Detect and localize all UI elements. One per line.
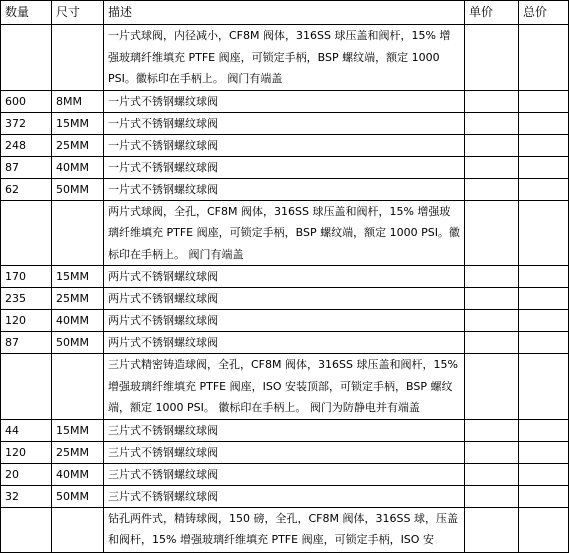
header-unit-price: 单价	[465, 1, 519, 25]
unit-price-cell	[465, 310, 519, 332]
unit-price-cell	[465, 200, 519, 266]
qty-cell	[1, 507, 52, 552]
unit-price-cell	[465, 90, 519, 112]
unit-price-cell	[465, 288, 519, 310]
table-row	[1, 463, 569, 485]
qty-cell: 32	[1, 485, 52, 507]
table-row	[1, 266, 569, 288]
qty-cell: 372	[1, 112, 52, 134]
unit-price-cell	[465, 332, 519, 354]
table-row	[1, 507, 569, 552]
unit-price-cell	[465, 419, 519, 441]
description-cell: 两片式球阀，全孔，CF8M 阀体，316SS 球压盖和阀杆，15% 增强玻璃纤维填充 PTFE 阀座，可锁定手柄，BSP 螺纹端，额定 1000 PSI。徽标印在手柄上。 阀门有端盖	[104, 200, 465, 266]
header-size: 尺寸	[52, 1, 104, 25]
size-cell: 50MM	[52, 332, 104, 354]
table-row	[1, 134, 569, 156]
table-row	[1, 90, 569, 112]
header-qty: 数量	[1, 1, 52, 25]
table-body	[1, 25, 569, 553]
total-cell	[519, 25, 569, 91]
table-row	[1, 112, 569, 134]
qty-cell: 170	[1, 266, 52, 288]
qty-cell: 600	[1, 90, 52, 112]
table-row	[1, 419, 569, 441]
total-cell	[519, 485, 569, 507]
description-cell: 三片式精密铸造球阀，全孔，CF8M 阀体，316SS 球压盖和阀杆，15% 增强玻璃纤维填充 PTFE 阀座，ISO 安装顶部，可锁定手柄，BSP 螺纹端，额定 1000 PSI。 徽标印在手柄上。 阀门为防静电并有端盖	[104, 354, 465, 420]
total-cell	[519, 112, 569, 134]
total-cell	[519, 90, 569, 112]
qty-cell	[1, 200, 52, 266]
description-cell: 三片式不锈钢螺纹球阀	[104, 485, 465, 507]
size-cell	[52, 200, 104, 266]
header-total: 总价	[519, 1, 569, 25]
description-cell: 三片式不锈钢螺纹球阀	[104, 463, 465, 485]
size-cell: 8MM	[52, 90, 104, 112]
description-cell: 一片式不锈钢螺纹球阀	[104, 90, 465, 112]
size-cell	[52, 25, 104, 91]
description-cell: 两片式不锈钢螺纹球阀	[104, 310, 465, 332]
table-row	[1, 288, 569, 310]
size-cell: 25MM	[52, 288, 104, 310]
description-cell: 一片式不锈钢螺纹球阀	[104, 134, 465, 156]
size-cell: 50MM	[52, 485, 104, 507]
table-row	[1, 310, 569, 332]
size-cell: 40MM	[52, 463, 104, 485]
unit-price-cell	[465, 507, 519, 552]
table-row	[1, 25, 569, 91]
unit-price-cell	[465, 266, 519, 288]
qty-cell: 20	[1, 463, 52, 485]
total-cell	[519, 507, 569, 552]
size-cell: 15MM	[52, 112, 104, 134]
total-cell	[519, 134, 569, 156]
size-cell: 15MM	[52, 266, 104, 288]
description-cell: 钻孔两件式，精铸球阀，150 磅，全孔，CF8M 阀体，316SS 球，压盖和阀杆，15% 增强玻璃纤维填充 PTFE 阀座，可锁定手柄，ISO 安	[104, 507, 465, 552]
description-cell: 三片式不锈钢螺纹球阀	[104, 441, 465, 463]
qty-cell: 248	[1, 134, 52, 156]
total-cell	[519, 354, 569, 420]
total-cell	[519, 288, 569, 310]
qty-cell	[1, 354, 52, 420]
description-cell: 一片式不锈钢螺纹球阀	[104, 156, 465, 178]
qty-cell: 44	[1, 419, 52, 441]
qty-cell: 235	[1, 288, 52, 310]
size-cell: 25MM	[52, 441, 104, 463]
table-row	[1, 178, 569, 200]
header-description: 描述	[104, 1, 465, 25]
unit-price-cell	[465, 134, 519, 156]
description-cell: 一片式球阀，内径减小，CF8M 阀体，316SS 球压盖和阀杆，15% 增强玻璃纤维填充 PTFE 阀座，可锁定手柄，BSP 螺纹端，额定 1000 PSI。徽标印在手柄上。 阀门有端盖	[104, 25, 465, 91]
table-row	[1, 485, 569, 507]
total-cell	[519, 419, 569, 441]
table-row	[1, 332, 569, 354]
qty-cell: 87	[1, 332, 52, 354]
table-row	[1, 441, 569, 463]
total-cell	[519, 310, 569, 332]
unit-price-cell	[465, 25, 519, 91]
size-cell	[52, 507, 104, 552]
unit-price-cell	[465, 441, 519, 463]
total-cell	[519, 463, 569, 485]
qty-cell: 120	[1, 310, 52, 332]
header-row	[1, 1, 569, 25]
size-cell: 40MM	[52, 310, 104, 332]
total-cell	[519, 156, 569, 178]
unit-price-cell	[465, 463, 519, 485]
size-cell: 50MM	[52, 178, 104, 200]
qty-cell: 87	[1, 156, 52, 178]
size-cell: 15MM	[52, 419, 104, 441]
unit-price-cell	[465, 156, 519, 178]
unit-price-cell	[465, 112, 519, 134]
table-row	[1, 354, 569, 420]
description-cell: 两片式不锈钢螺纹球阀	[104, 332, 465, 354]
description-cell: 两片式不锈钢螺纹球阀	[104, 288, 465, 310]
qty-cell: 62	[1, 178, 52, 200]
size-cell: 25MM	[52, 134, 104, 156]
size-cell	[52, 354, 104, 420]
unit-price-cell	[465, 485, 519, 507]
unit-price-cell	[465, 354, 519, 420]
total-cell	[519, 178, 569, 200]
description-cell: 一片式不锈钢螺纹球阀	[104, 178, 465, 200]
total-cell	[519, 266, 569, 288]
total-cell	[519, 200, 569, 266]
total-cell	[519, 332, 569, 354]
description-cell: 两片式不锈钢螺纹球阀	[104, 266, 465, 288]
qty-cell	[1, 25, 52, 91]
qty-cell: 120	[1, 441, 52, 463]
table-row	[1, 200, 569, 266]
description-cell: 三片式不锈钢螺纹球阀	[104, 419, 465, 441]
table-row	[1, 156, 569, 178]
description-cell: 一片式不锈钢螺纹球阀	[104, 112, 465, 134]
total-cell	[519, 441, 569, 463]
unit-price-cell	[465, 178, 519, 200]
size-cell: 40MM	[52, 156, 104, 178]
